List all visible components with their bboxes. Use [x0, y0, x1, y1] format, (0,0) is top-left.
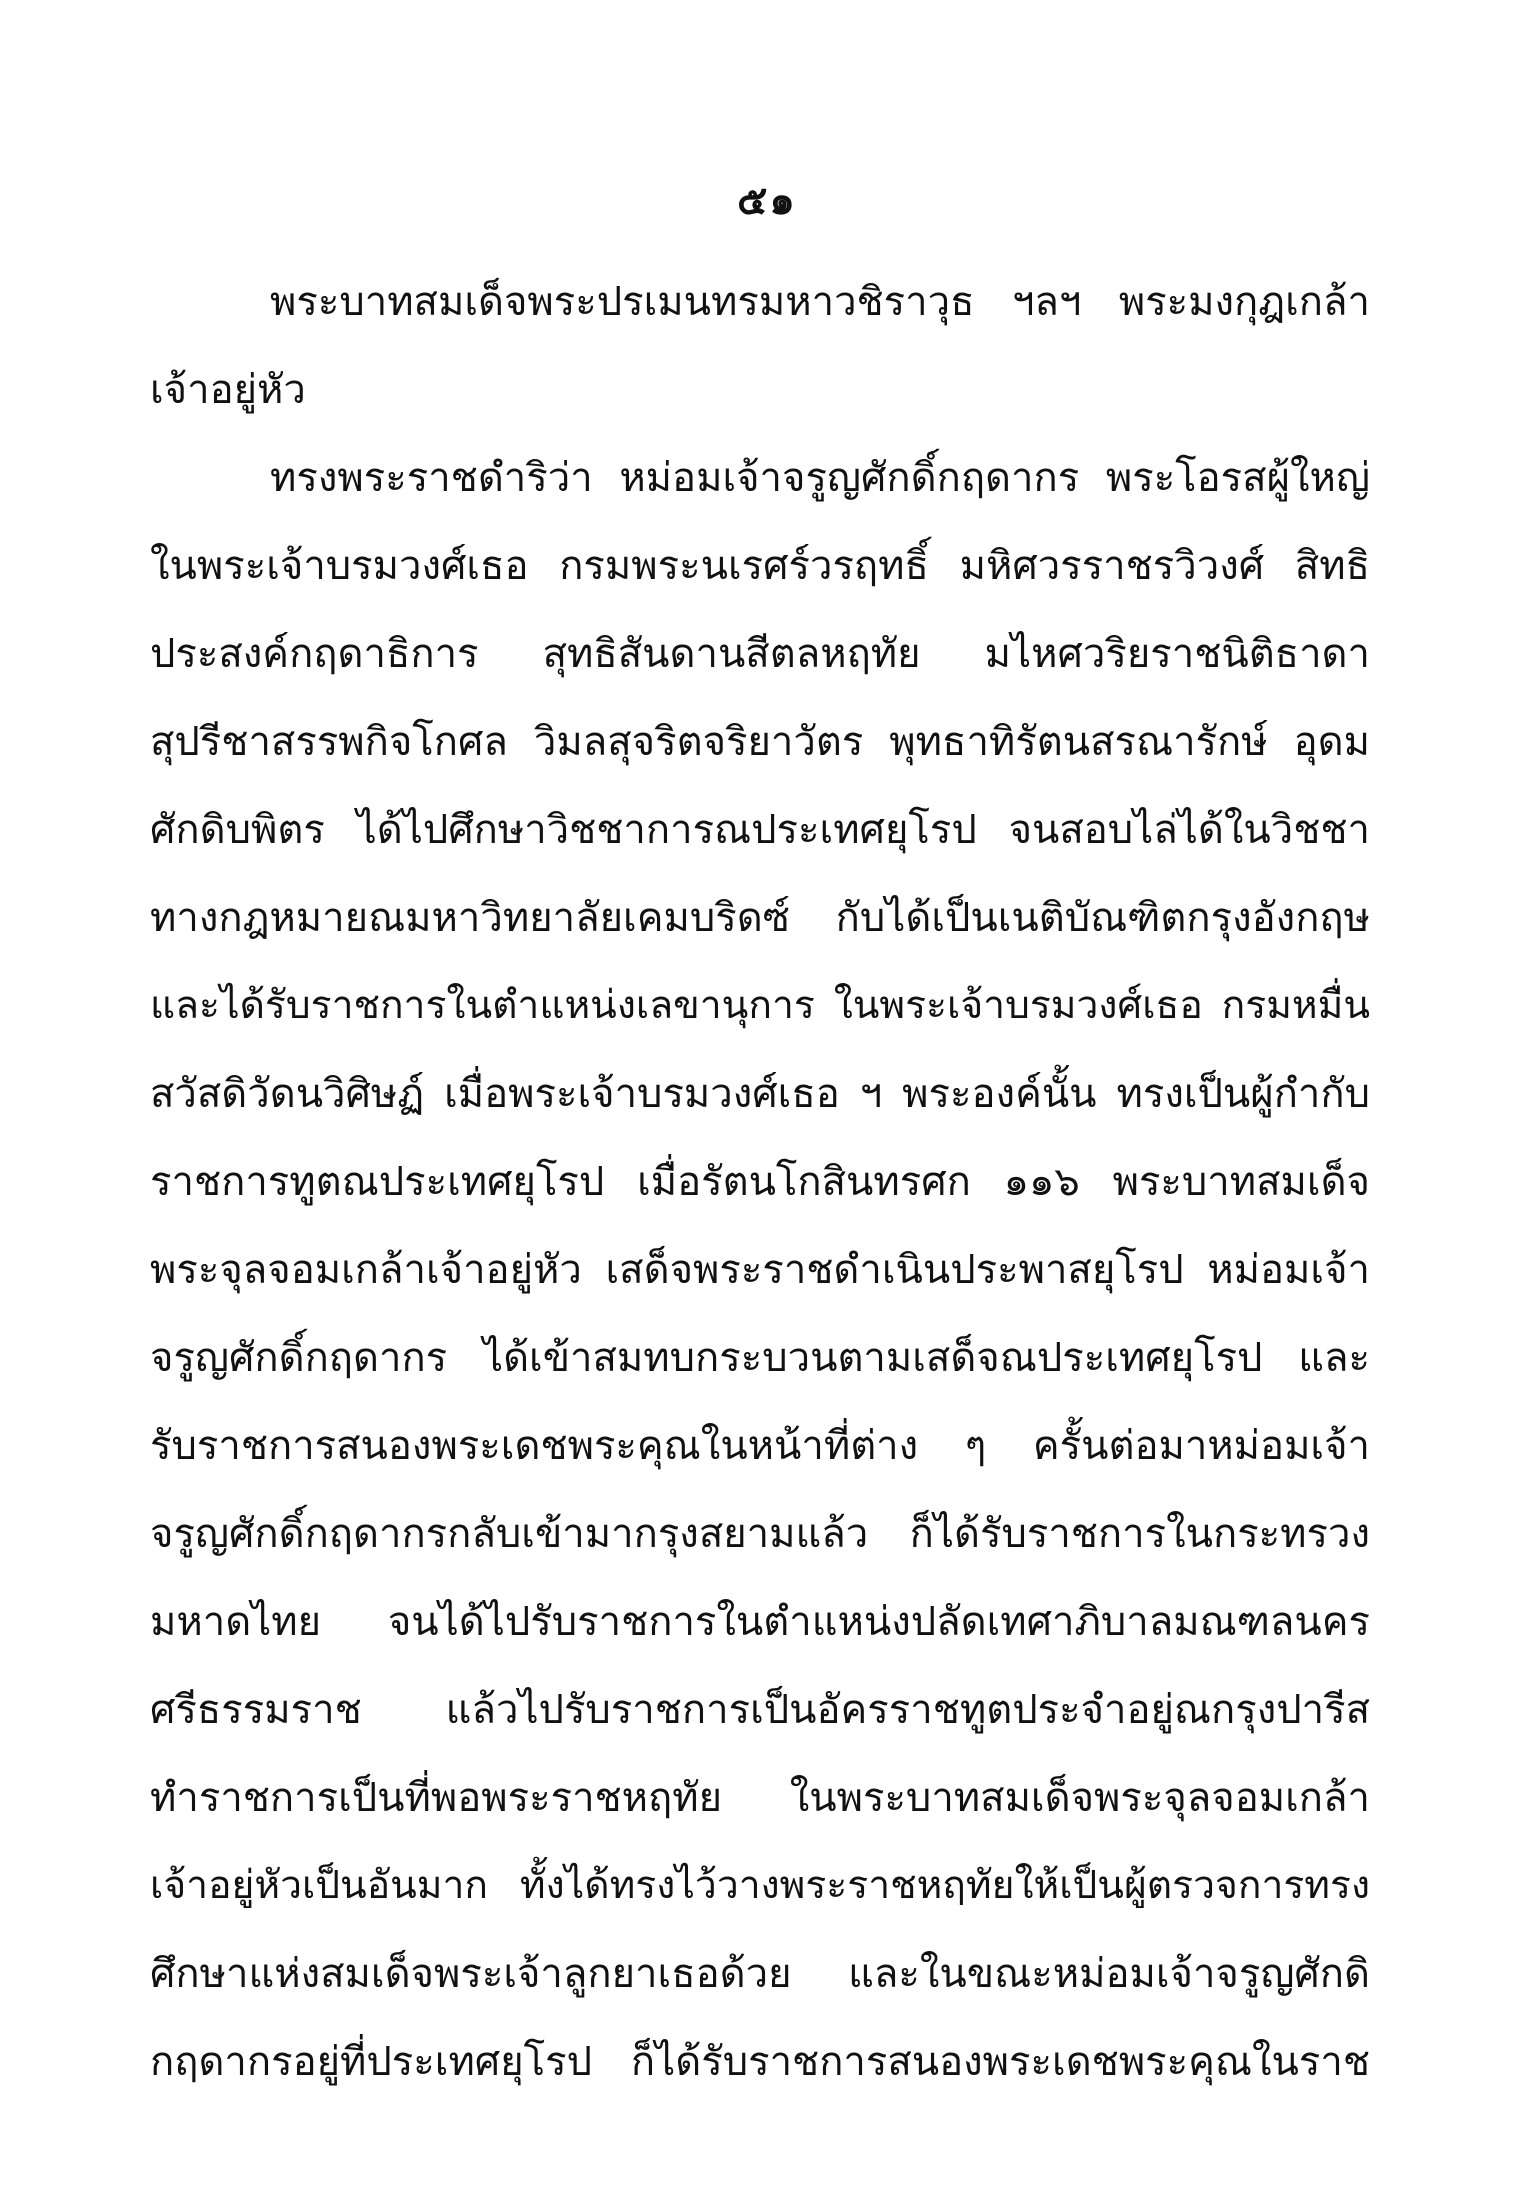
text-line: สวัสดิวัดนวิศิษฏ์ เมื่อพระเจ้าบรมวงศ์เธอ ฯ พระองค์นั้น ทรงเป็นผู้กำกับ	[150, 1071, 1370, 1117]
text-line: เจ้าอยู่หัว	[150, 367, 306, 413]
text-line: มหาดไทย จนได้ไปรับราชการในตำแหน่งปลัดเทศาภิบาลมณฑลนคร	[150, 1599, 1370, 1645]
text-line: ศักดิบพิตร ได้ไปศึกษาวิชชาการณประเทศยุโรป จนสอบไล่ได้ในวิชชา	[150, 807, 1370, 853]
text-line: จรูญศักดิ์กฤดากร ได้เข้าสมทบกระบวนตามเสด็จณประเทศยุโรป และ	[150, 1335, 1370, 1381]
text-line: ทางกฎหมายณมหาวิทยาลัยเคมบริดซ์ กับได้เป็นเนติบัณฑิตกรุงอังกฤษ	[150, 895, 1370, 941]
text-line: จรูญศักดิ์กฤดากรกลับเข้ามากรุงสยามแล้ว ก็ได้รับราชการในกระทรวง	[150, 1511, 1370, 1557]
page-number: ๕๑	[737, 178, 797, 224]
text-line: ทำราชการเป็นที่พอพระราชหฤทัย ในพระบาทสมเด็จพระจุลจอมเกล้า	[150, 1775, 1370, 1821]
body-text	[150, 258, 1370, 2106]
text-line: พระจุลจอมเกล้าเจ้าอยู่หัว เสด็จพระราชดำเนินประพาสยุโรป หม่อมเจ้า	[150, 1247, 1370, 1293]
text-line: ในพระเจ้าบรมวงศ์เธอ กรมพระนเรศร์วรฤทธิ์ มหิศวรราชรวิวงศ์ สิทธิ	[150, 543, 1370, 589]
text-line: ศรีธรรมราช แล้วไปรับราชการเป็นอัครราชทูตประจำอยู่ณกรุงปารีส	[150, 1687, 1370, 1733]
text-line: ประสงค์กฤดาธิการ สุทธิสันดานสีตลหฤทัย มไหศวริยราชนิติธาดา	[150, 631, 1370, 677]
text-line: รับราชการสนองพระเดชพระคุณในหน้าที่ต่าง ๆ ครั้นต่อมาหม่อมเจ้า	[150, 1423, 1370, 1469]
text-line: ทรงพระราชดำริว่า หม่อมเจ้าจรูญศักดิ์กฤดากร พระโอรสผู้ใหญ่	[270, 455, 1370, 501]
text-line: กฤดากรอยู่ที่ประเทศยุโรป ก็ได้รับราชการสนองพระเดชพระคุณในราช	[150, 2039, 1370, 2085]
text-line: และได้รับราชการในตำแหน่งเลขานุการ ในพระเจ้าบรมวงศ์เธอ กรมหมื่น	[150, 983, 1370, 1028]
text-line: เจ้าอยู่หัวเป็นอันมาก ทั้งได้ทรงไว้วางพระราชหฤทัยให้เป็นผู้ตรวจการทรง	[150, 1863, 1370, 1908]
text-line: ราชการทูตณประเทศยุโรป เมื่อรัตนโกสินทรศก ๑๑๖ พระบาทสมเด็จ	[150, 1159, 1370, 1205]
text-line: สุปรีชาสรรพกิจโกศล วิมลสุจริตจริยาวัตร พุทธาทิรัตนสรณารักษ์ อุดม	[150, 719, 1370, 765]
text-line: พระบาทสมเด็จพระปรเมนทรมหาวชิราวุธ ฯลฯ พระมงกุฎเกล้า	[270, 279, 1370, 325]
text-line: ศึกษาแห่งสมเด็จพระเจ้าลูกยาเธอด้วย และในขณะหม่อมเจ้าจรูญศักดิ	[150, 1951, 1370, 1997]
